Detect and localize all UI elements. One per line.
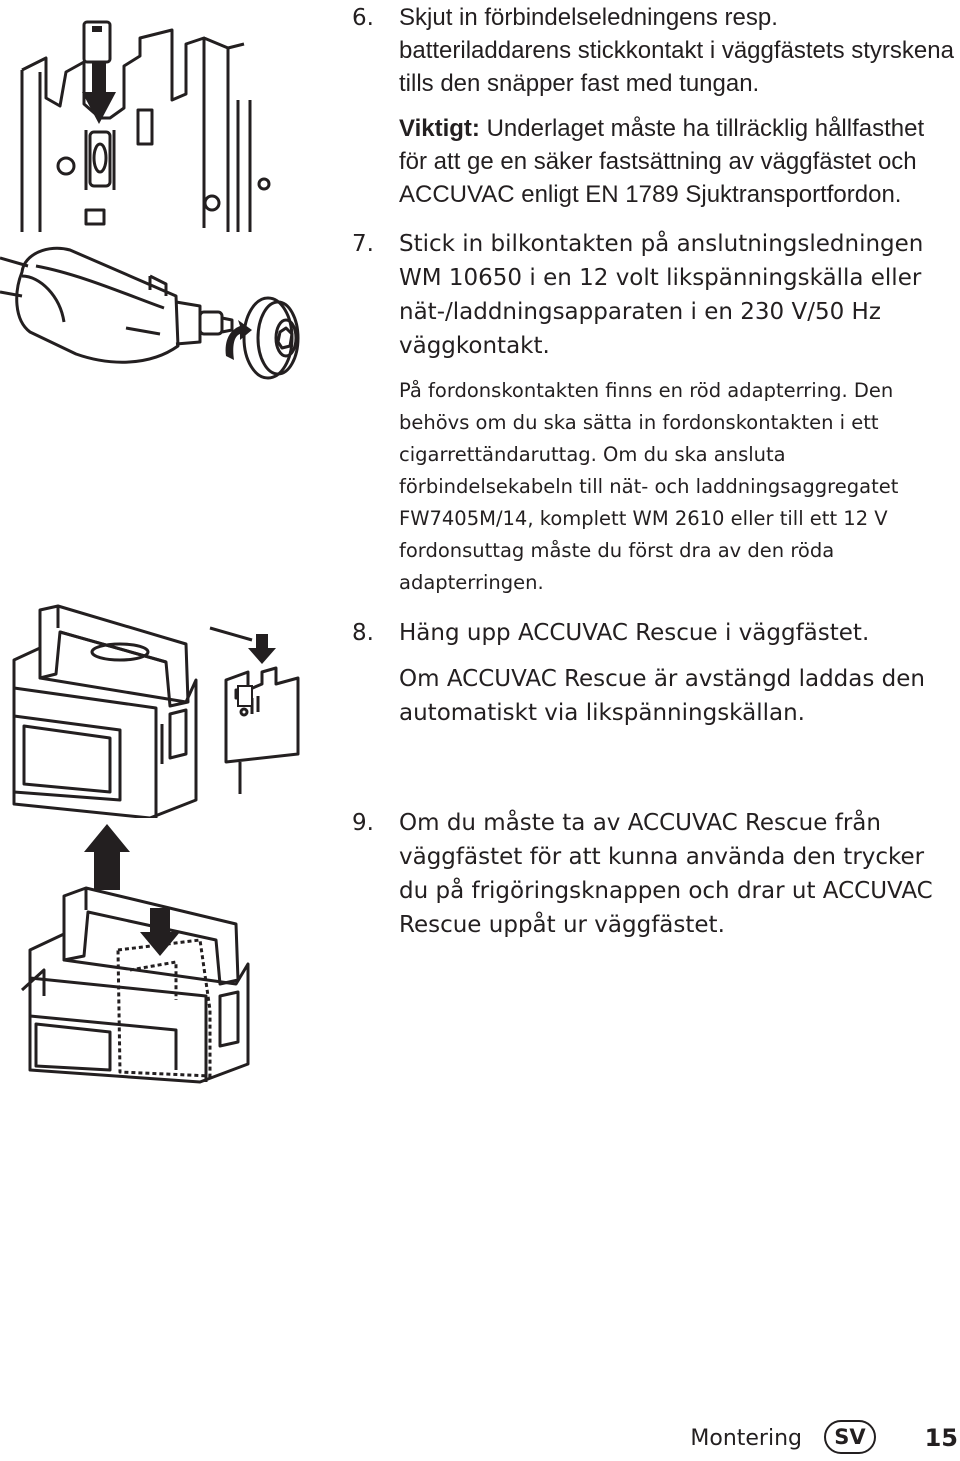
step-number: 7. [352,231,374,257]
adapter-ring-note: På fordonskontakten finns en röd adapterring. Den behövs om du ska sätta in fordonskontakten i ett cigarrettändaruttag. Om du ska ansluta förbindelsekabeln till nät- och laddningsaggregatet FW7405M/14, komplett WM 2610 eller till ett 12 V fordonsuttag måste du först dra av den röda adapterringen. [399,379,899,594]
note-text: Underlaget måste ha tillräcklig hållfasthet för att ge en säker fastsättning av väggfästet och ACCUVAC enligt EN 1789 Sjuktransportfordon. [399,115,925,208]
remove-device-illustration [0,820,314,1084]
section-title: Montering [690,1426,802,1451]
step-6 [352,1,956,211]
step-number: 6. [352,5,374,31]
wall-bracket-connector-illustration [0,0,272,232]
important-note [399,112,956,211]
step-8 [352,616,956,730]
note-label: Viktigt: [399,115,480,142]
step-number: 9. [352,810,374,836]
step-9 [352,806,956,942]
step-7 [352,227,956,599]
step-text: Om du måste ta av ACCUVAC Rescue från väggfästet för att kunna använda den trycker du på frigöringsknappen och drar ut ACCUVAC Rescue uppåt ur väggfästet. [399,810,933,938]
step-text: Stick in bilkontakten på anslutningsledningen WM 10650 i en 12 volt likspänningskälla eller nät-/laddningsapparaten i en 230 V/50 Hz väggkontakt. [399,231,924,359]
language-badge: SV [824,1420,876,1454]
step-text: Häng upp ACCUVAC Rescue i väggfästet. [399,620,870,646]
page-number: 15 [924,1424,958,1452]
step-text: Skjut in förbindelseledningens resp. batteriladdarens stickkontakt i väggfästets styrskena tills den snäpper fast med tungan. [399,4,954,97]
car-plug-adapter-illustration [0,236,320,396]
page-footer [0,1420,960,1456]
step-note: Om ACCUVAC Rescue är avstängd laddas den automatiskt via likspänningskällan. [399,666,925,726]
step-number: 8. [352,620,374,646]
hang-device-illustration [0,604,314,818]
